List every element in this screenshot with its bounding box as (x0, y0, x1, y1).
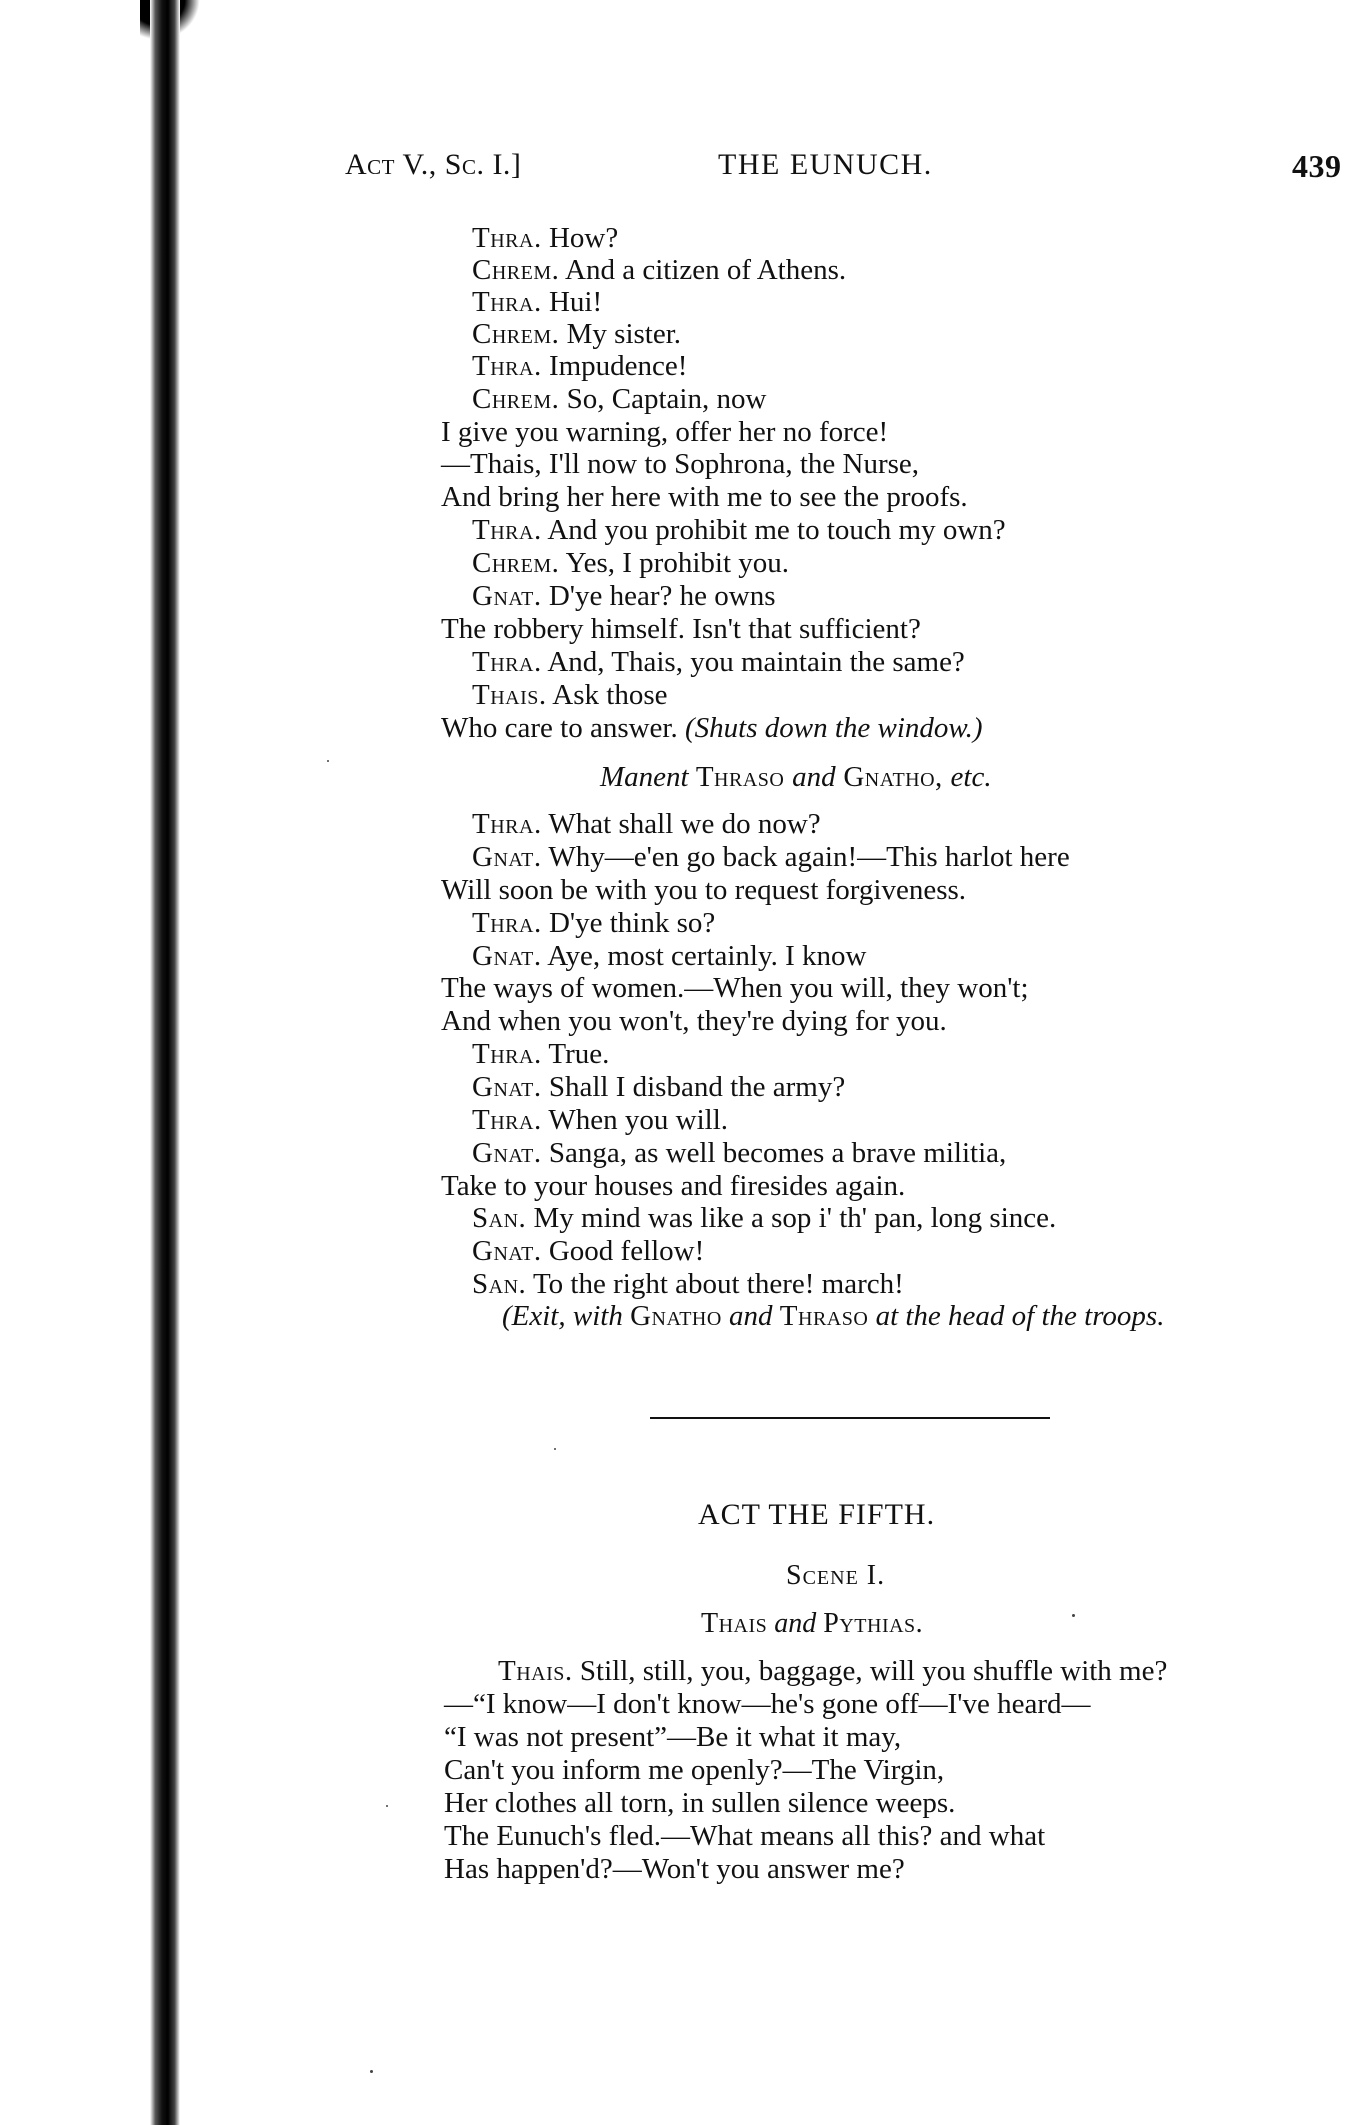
verse-line (472, 679, 667, 711)
line-text: —Thais, I'll now to Sophrona, the Nurse, (441, 448, 920, 480)
verse-line (472, 1235, 704, 1267)
line-text: My mind was like a sop i' th' pan, long since. (526, 1202, 1057, 1234)
speaker: Chrem. (472, 383, 560, 415)
verse-line (444, 1853, 905, 1885)
speaker: San. (472, 1268, 527, 1300)
speaker: San. (472, 1202, 527, 1234)
verse-line (472, 580, 776, 612)
exit-open: (Exit, with (502, 1300, 631, 1332)
print-speck (1072, 1614, 1075, 1617)
verse-line (472, 646, 965, 678)
manent-word: Manent (600, 761, 689, 793)
verse-line (444, 1721, 901, 1753)
speaker: Gnat. (472, 580, 542, 612)
verse-line (472, 1038, 609, 1070)
line-text: And a citizen of Athens. (559, 254, 847, 286)
verse-line (472, 907, 715, 939)
line-text: Yes, I prohibit you. (559, 547, 789, 579)
section-rule (650, 1417, 1050, 1419)
character-name: Gnatho (630, 1300, 722, 1332)
speaker: Thra. (472, 808, 542, 840)
line-text: Good fellow! (541, 1235, 705, 1267)
verse-line (444, 1754, 944, 1786)
print-speck (327, 760, 329, 762)
verse-line (444, 1820, 1045, 1852)
line-text: So, Captain, now (559, 383, 767, 415)
verse-line (472, 383, 766, 415)
verse-line (472, 940, 866, 972)
verse-line (472, 514, 1006, 546)
line-text: D'ye think so? (541, 907, 716, 939)
speaker: Gnat. (472, 841, 542, 873)
running-head-left: Act V., Sc. I.] (345, 148, 522, 181)
line-text: Can't you inform me openly?—The Virgin, (444, 1754, 945, 1786)
print-speck (386, 1805, 388, 1807)
verse-line (472, 1268, 904, 1300)
character-name: Thraso (688, 761, 793, 793)
verse-line (472, 841, 1070, 873)
verse-line (444, 1787, 955, 1819)
line-text: Take to your houses and firesides again. (441, 1170, 906, 1202)
speaker: Gnat. (472, 1235, 542, 1267)
speaker: Gnat. (472, 940, 542, 972)
line-text: Still, still, you, baggage, will you shuffle with me? (572, 1655, 1168, 1687)
character-name: Thais (701, 1608, 768, 1639)
line-text: “I was not present”—Be it what it may, (444, 1721, 902, 1753)
binding-gutter (150, 0, 180, 2125)
verse-line (441, 1170, 905, 1202)
line-text: Aye, most certainly. I know (541, 940, 867, 972)
conjunction: and (721, 1300, 780, 1332)
line-text: —“I know—I don't know—he's gone off—I've heard— (444, 1688, 1091, 1720)
verse-line (472, 1137, 1006, 1169)
speaker: Chrem. (472, 318, 560, 350)
line-text: Has happen'd?—Won't you answer me? (444, 1853, 905, 1885)
line-text: And, Thais, you maintain the same? (541, 646, 965, 678)
verse-line (498, 1655, 1167, 1687)
line-text: Who care to answer. (441, 712, 685, 744)
verse-line (472, 547, 789, 579)
speaker: Gnat. (472, 1071, 542, 1103)
speaker: Thra. (472, 514, 542, 546)
verse-line (472, 222, 618, 254)
speaker: Thra. (472, 286, 542, 318)
verse-line (441, 1005, 947, 1037)
print-speck (370, 2070, 373, 2073)
verse-line (472, 1202, 1056, 1234)
scene-persons (701, 1608, 923, 1640)
speaker: Thra. (472, 1038, 542, 1070)
line-text: Ask those (546, 679, 668, 711)
line-text: Impudence! (541, 350, 688, 382)
verse-line (441, 481, 968, 513)
line-text: Sanga, as well becomes a brave militia, (541, 1137, 1007, 1169)
conjunction: and (792, 761, 836, 793)
act-title: ACT THE FIFTH. (698, 1498, 936, 1531)
page-number: 439 (1292, 148, 1342, 184)
line-text: What shall we do now? (541, 808, 821, 840)
exit-rest: at the head of the troops. (868, 1300, 1165, 1332)
stage-direction-exit (502, 1300, 1164, 1332)
verse-line (472, 1071, 845, 1103)
verse-line (441, 712, 983, 744)
running-head-title: THE EUNUCH. (718, 148, 933, 181)
speaker: Thais. (498, 1655, 573, 1687)
line-text: The robbery himself. Isn't that sufficient? (441, 613, 921, 645)
scene-title: Scene I. (786, 1560, 886, 1591)
stage-direction: (Shuts down the window.) (684, 712, 983, 744)
print-speck (554, 1448, 556, 1450)
speaker: Thra. (472, 222, 542, 254)
speaker: Thra. (472, 1104, 542, 1136)
verse-line (444, 1688, 1091, 1720)
verse-line (441, 416, 888, 448)
line-text: True. (541, 1038, 610, 1070)
verse-line (472, 286, 602, 318)
verse-line (441, 972, 1029, 1004)
character-name: Thraso (779, 1300, 869, 1332)
line-text: Shall I disband the army? (541, 1071, 846, 1103)
verse-line (472, 350, 687, 382)
line-text: Will soon be with you to request forgiveness. (441, 874, 967, 906)
speaker: Thra. (472, 907, 542, 939)
line-text: Her clothes all torn, in sullen silence weeps. (444, 1787, 956, 1819)
line-text: My sister. (559, 318, 682, 350)
verse-line (472, 254, 846, 286)
line-text: And bring her here with me to see the proofs. (441, 481, 968, 513)
line-text: The Eunuch's fled.—What means all this? and what (444, 1820, 1046, 1852)
verse-line (441, 448, 919, 480)
line-text: The ways of women.—When you will, they won't; (441, 972, 1029, 1004)
speaker: Thra. (472, 646, 542, 678)
line-text: When you will. (541, 1104, 729, 1136)
line-text: How? (541, 222, 619, 254)
line-text: And you prohibit me to touch my own? (541, 514, 1006, 546)
etc-word: etc. (950, 761, 992, 793)
speaker: Chrem. (472, 547, 560, 579)
speaker: Thra. (472, 350, 542, 382)
line-text: To the right about there! march! (526, 1268, 904, 1300)
line-text: I give you warning, offer her no force! (441, 416, 889, 448)
speaker: Thais. (472, 679, 547, 711)
speaker: Chrem. (472, 254, 560, 286)
line-text: Why—e'en go back again!—This harlot here (541, 841, 1070, 873)
verse-line (472, 808, 821, 840)
character-name: Pythias. (823, 1608, 924, 1639)
line-text: And when you won't, they're dying for you. (441, 1005, 947, 1037)
conjunction: and (767, 1608, 824, 1639)
line-text: D'ye hear? he owns (541, 580, 776, 612)
verse-line (472, 318, 681, 350)
speaker: Gnat. (472, 1137, 542, 1169)
verse-line (472, 1104, 728, 1136)
character-name: Gnatho, (835, 761, 951, 793)
verse-line (441, 874, 966, 906)
stage-direction-manent (600, 761, 992, 793)
line-text: Hui! (541, 286, 603, 318)
verse-line (441, 613, 921, 645)
